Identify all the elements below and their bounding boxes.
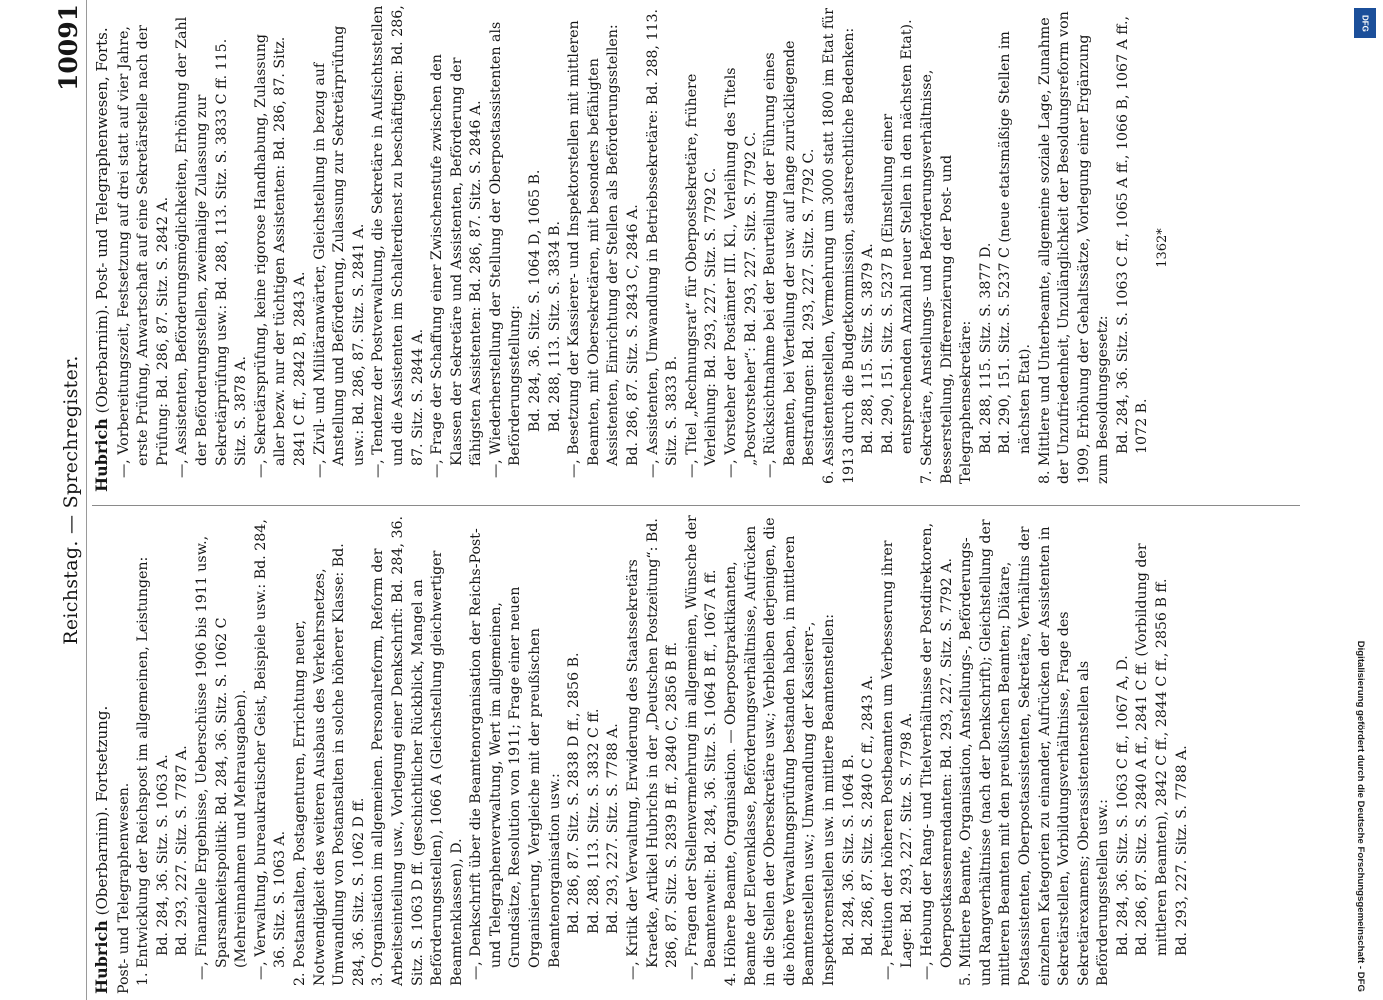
register-page [40, 0, 1330, 1000]
register-entry: Post- und Telegraphenwesen. [115, 782, 132, 994]
left-column-heading [92, 514, 113, 994]
register-entry: 3. Organisation im allgemeinen. Personalreform, Reform der Arbeitseinteilung usw., Vorlegung einer Denkschrift: Bd. 284, 36. Sitz. S. 1063 D ff. (geschichtlicher Rückblick, Mangel an Beförderungsstellen), 1066 A (Gleichstellung gleichwertiger Beamtenklassen), D. [370, 515, 465, 986]
right-entries [115, 4, 1173, 492]
register-entry: —, Hebung der Rang- und Titelverhältnisse der Postdirektoren, Oberpostkassenrendanten: Bd. 293, 227. Sitz. S. 7792 A. [918, 522, 955, 980]
register-entry: Bd. 293, 227. Sitz. S. 7787 A. [174, 745, 191, 956]
register-entry: Bd. 284, 36. Sitz. S. 1063 A. [154, 754, 171, 956]
register-entry: —, Denkschrift über die Beamtenorganisation der Reichs-Post- und Telegraphenverwaltung, Wert im allgemeinen, Grundsätze, Resolution von 1911; Frage einer neuen Organisierung, Vergleiche mit der preußischen Beamtenorganisation usw.: [468, 528, 563, 980]
register-entry: 4. Höhere Beamte, Organisation. — Oberpostpraktikanten, Beamte der Elevenklasse, Beförderungsverhältnisse, Aufrücken in die Stellen der Obersekretäre usw.; Verbleiben derjenigen, die die höhere Verwaltungsprüfung bestanden haben, in mittleren Beamtenstellen usw.; Umwandlung der Kassierer-, Inspektorenstellen usw. in mittlere Beamtenstellen: [723, 517, 837, 986]
register-entry: 5. Mittlere Beamte, Organisation, Anstellungs-, Beförderungs- und Rangverhältnisse (nach der Denkschrift); Gleichstellung der mittleren Beamten mit den preußischen Beamten; Diätare, Postassistenten, Oberpostassistenten, Sekretäre, Verhältnis der einzelnen Kategorien zu einander, Aufrücken der Assistenten in Sekretärstellen, Vorbildungsverhältnisse, Frage des Sekretärexamens; Oberassistentenstellen als Beförderungsstellen usw.: [958, 519, 1112, 986]
register-entry: —, Zivil- und Militäranwärter, Gleichstellung in bezug auf Anstellung und Beförderung, Zulassung zur Sekretärprüfung usw.: Bd. 286, 87. Sitz. S. 2841 A. [311, 25, 367, 478]
register-entry: —, Kritik der Verwaltung, Erwiderung des Staatssekretärs Kraetke, Artikel Hubrichs in der „Deutschen Postzeitung“: Bd. 286, 87. Sitz. S. 2839 B ff., 2840 C, 2856 B ff. [625, 518, 681, 980]
running-head [46, 0, 87, 1000]
register-entry: Bd. 288, 113. Sitz. S. 3832 C ff. [585, 708, 602, 934]
register-entry: 8. Mittlere und Unterbeamte, allgemeine soziale Lage, Zunahme der Unzufriedenheit, Unzulänglichkeit der Besoldungsreform von 1909, Erhöhung der Gehaltssätze, Vorlegung einer Ergänzung zum Besoldungsgesetz: [1036, 11, 1112, 484]
right-column-heading [92, 4, 113, 492]
register-entry: —, Assistenten, Umwandlung in Betriebssekretäre: Bd. 288, 113. Sitz. S. 3833 B. [644, 8, 681, 478]
dfg-logo: DFG [1354, 8, 1376, 38]
register-entry: 6. Assistentenstellen, Vermehrung um 3000 statt 1800 im Etat für 1913 durch die Budgetkommission, staatsrechtliche Bedenken: [820, 8, 857, 484]
register-entry: —, Petition der höheren Postbeamten um Verbesserung ihrer Lage: Bd. 293, 227. Sitz. S. 7798 A. [879, 540, 916, 980]
register-entry: Bd. 288, 115. Sitz. S. 3877 D. [977, 242, 994, 454]
register-entry: 2. Postanstalten, Postagenturen, Errichtung neuer, Notwendigkeit des weiteren Ausbaus des Verkehrsnetzes, Umwandlung von Postanstalten in solche höherer Klasse: Bd. 284, 36. Sitz. S. 1062 D ff. [291, 543, 367, 986]
register-entry: —, Titel „Rechnungsrat“ für Oberpostsekretäre, frühere Verleihung: Bd. 293, 227. Sitz. S. 7792 C. [683, 73, 720, 478]
register-entry: 7. Sekretäre, Anstellungs- und Beförderungsverhältnisse, Besserstellung, Differenzierung der Post- und Telegraphensekretäre: [918, 69, 975, 484]
register-entry: Bd. 293, 227. Sitz. S. 7788 A. [1173, 745, 1190, 956]
register-entry: —, Assistenten, Beförderungsmöglichkeiten, Erhöhung der Zahl der Beförderungsstellen, zweimalige Zulassung zur Sekretärprüfung usw.: Bd. 288, 113. Sitz. S. 3833 C ff. 115. Sitz. S. 3878 A. [174, 16, 250, 478]
register-entry: —, Tendenz der Postverwaltung, die Sekretäre in Aufsichtsstellen und die Assistenten im Schalterdienst zu beschäftigen: Bd. 286, 87. Sitz. S. 2844 A. [370, 5, 426, 478]
right-column [92, 4, 1310, 492]
register-entry: Bd. 286, 87. Sitz. S. 2840 C ff., 2843 A. [860, 675, 877, 956]
page-number: 10091 [54, 4, 83, 91]
register-entry: —, Sekretärsprüfung, keine rigorose Handhabung, Zulassung aller bezw. nur der tüchtigen Assistenten: Bd. 286, 87. Sitz. 2841 C ff., 2842 B, 2843 A. [252, 34, 308, 478]
register-entry: —, Besetzung der Kassierer- und Inspektorstellen mit mittleren Beamten, mit Obersekretären, mit besonders befähigten Assistenten, Einrichtung der Stellen als Beförderungsstellen: Bd. 286, 87. Sitz. S. 2843 C, 2846 A. [566, 20, 642, 478]
register-entry: Bd. 293, 227. Sitz. S. 7788 A. [605, 723, 622, 934]
register-entry: Bd. 286, 87. Sitz. S. 2838 D ff., 2856 B. [566, 652, 583, 934]
register-entry: Bd. 288, 113. Sitz. S. 3834 B. [546, 221, 563, 432]
register-entry: 1. Entwicklung der Reichspost im allgemeinen, Leistungen: [135, 556, 152, 986]
running-head-title: Reichstag. — Sprechregister. [60, 355, 82, 645]
register-entry: —, Wiederherstellung der Stellung der Oberpostassistenten als Beförderungsstellung: [487, 21, 524, 478]
left-entries [115, 514, 1193, 994]
register-entry: Bd. 284, 36. Sitz. S. 1064 D, 1065 B. [527, 169, 544, 432]
right-heading-name: Hubrich [92, 418, 111, 492]
register-entry: —, Finanzielle Ergebnisse, Ueberschüsse 1906 bis 1911 usw., Sparsamkeitspolitik: Bd. 284, 36. Sitz. S. 1062 C (Mehreinnahmen und Mehrausgaben). [193, 535, 250, 980]
column-divider [92, 505, 1300, 506]
register-entry: —, Vorsteher der Postämter III. Kl., Verleihung des Titels „Postvorsteher“: Bd. 293, 227. Sitz. S. 7792 C. [723, 67, 759, 478]
register-entry: Bd. 286, 87. Sitz. S. 2840 A ff., 2841 C ff. (Vorbildung der mittleren Beamten), 2842 C ff., 2844 C ff., 2856 B ff. [1134, 543, 1171, 956]
register-entry: Bd. 288, 115. Sitz. S. 3879 A. [860, 243, 877, 454]
register-entry: —, Rücksichtnahme bei der Beurteilung der Führung eines Beamten, bei Verteilung der usw. auf lange zurückliegende Bestrafungen: Bd. 293, 227. Sitz. S. 7792 C. [762, 40, 818, 478]
register-entry: —, Frage der Schaffung einer Zwischenstufe zwischen den Klassen der Sekretäre und Assistenten, Beförderung der fähigsten Assistenten: Bd. 286, 87. Sitz. S. 2846 A. [429, 54, 485, 478]
register-entry: Bd. 290, 151. Sitz. S. 5237 B (Einstellung einer entsprechenden Anzahl neuer Stellen in den nächsten Etat). [879, 19, 916, 454]
digitization-credit: Digitalisierung gefördert durch die Deutsche Forschungsgemeinschaft - DFG [1355, 640, 1366, 992]
right-heading-rest: (Oberbarnim). Post- und Telegraphenwesen, Forts. [93, 27, 111, 414]
left-heading-rest: (Oberbarnim). Fortsetzung. [93, 705, 111, 916]
register-entry: —, Verwaltung, bureaukratischer Geist, Beispiele usw.: Bd. 284, 36. Sitz. S. 1063 A. [252, 519, 289, 980]
register-entry: Bd. 284, 36. Sitz. S. 1063 C ff., 1065 A ff., 1066 B, 1067 A ff., 1072 B. [1114, 16, 1151, 454]
register-entry: Bd. 290, 151. Sitz. S. 5237 C (neue etatsmäßige Stellen im nächsten Etat). [997, 31, 1033, 454]
left-heading-name: Hubrich [92, 920, 111, 994]
register-entry: 1362* [1155, 228, 1171, 268]
register-entry: Bd. 284, 36. Sitz. S. 1064 B. [840, 754, 857, 956]
register-entry: —, Vorbereitungszeit, Festsetzung auf drei statt auf vier Jahre, erste Prüfung, Anwartschaft auf eine Sekretärstelle nach der Prüfung: Bd. 286, 87. Sitz. S. 2842 A. [115, 25, 171, 478]
register-entry: —, Fragen der Stellenvermehrung im allgemeinen, Wünsche der Beamtenwelt: Bd. 284, 36. Sitz. S. 1064 B ff., 1067 A ff. [683, 515, 720, 980]
register-entry: Bd. 284, 36. Sitz. S. 1063 C ff., 1067 A, D. [1114, 655, 1131, 956]
left-column [92, 514, 1310, 994]
